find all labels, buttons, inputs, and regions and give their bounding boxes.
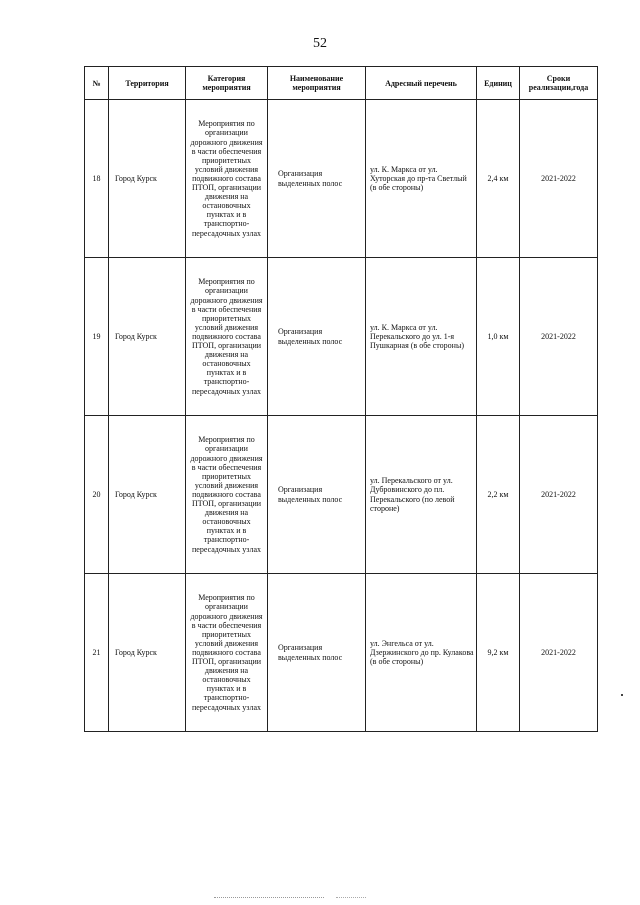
cell-address: ул. Энгельса от ул. Дзержинского до пр. Кулакова (в обе стороны) [366, 574, 477, 732]
cell-term: 2021-2022 [520, 100, 598, 258]
cell-address: ул. Перекальского от ул. Дубровинского до пл. Перекальского (по левой стороне) [366, 416, 477, 574]
cell-num: 21 [85, 574, 109, 732]
cell-num: 19 [85, 258, 109, 416]
cell-unit: 2,4 км [477, 100, 520, 258]
cell-num: 18 [85, 100, 109, 258]
cell-name: Организация выделенных полос [268, 258, 366, 416]
cell-term: 2021-2022 [520, 258, 598, 416]
scan-speck [621, 694, 623, 696]
header-term: Сроки реализации,года [520, 67, 598, 100]
header-category: Категория мероприятия [186, 67, 268, 100]
scan-artifact [214, 897, 324, 900]
cell-category: Мероприятия по организации дорожного движения в части обеспечения приоритетных условий движения подвижного состава ПТОП, организации движения на остановочных пунктах и в транспортно-пересадочных узлах [186, 100, 268, 258]
header-num: № [85, 67, 109, 100]
cell-num: 20 [85, 416, 109, 574]
cell-territory: Город Курск [109, 258, 186, 416]
cell-address: ул. К. Маркса от ул. Хуторская до пр-та Светлый (в обе стороны) [366, 100, 477, 258]
header-name: Наименование мероприятия [268, 67, 366, 100]
header-unit: Единиц [477, 67, 520, 100]
header-territory: Территория [109, 67, 186, 100]
cell-term: 2021-2022 [520, 416, 598, 574]
table-row [85, 574, 598, 732]
page-number: 52 [313, 36, 327, 51]
table-row [85, 416, 598, 574]
cell-name: Организация выделенных полос [268, 100, 366, 258]
cell-unit: 2,2 км [477, 416, 520, 574]
cell-unit: 9,2 км [477, 574, 520, 732]
measures-table [84, 66, 598, 732]
cell-name: Организация выделенных полос [268, 574, 366, 732]
cell-category: Мероприятия по организации дорожного движения в части обеспечения приоритетных условий движения подвижного состава ПТОП, организации движения на остановочных пунктах и в транспортно-пересадочных узлах [186, 258, 268, 416]
cell-address: ул. К. Маркса от ул. Перекальского до ул. 1-я Пушкарная (в обе стороны) [366, 258, 477, 416]
table-header-row [85, 67, 598, 100]
cell-unit: 1,0 км [477, 258, 520, 416]
table-row [85, 258, 598, 416]
scan-artifact [336, 897, 366, 900]
cell-territory: Город Курск [109, 574, 186, 732]
cell-category: Мероприятия по организации дорожного движения в части обеспечения приоритетных условий движения подвижного состава ПТОП, организации движения на остановочных пунктах и в транспортно-пересадочных узлах [186, 574, 268, 732]
cell-term: 2021-2022 [520, 574, 598, 732]
table-row [85, 100, 598, 258]
cell-territory: Город Курск [109, 100, 186, 258]
header-address: Адресный перечень [366, 67, 477, 100]
cell-name: Организация выделенных полос [268, 416, 366, 574]
cell-category: Мероприятия по организации дорожного движения в части обеспечения приоритетных условий движения подвижного состава ПТОП, организации движения на остановочных пунктах и в транспортно-пересадочных узлах [186, 416, 268, 574]
cell-territory: Город Курск [109, 416, 186, 574]
